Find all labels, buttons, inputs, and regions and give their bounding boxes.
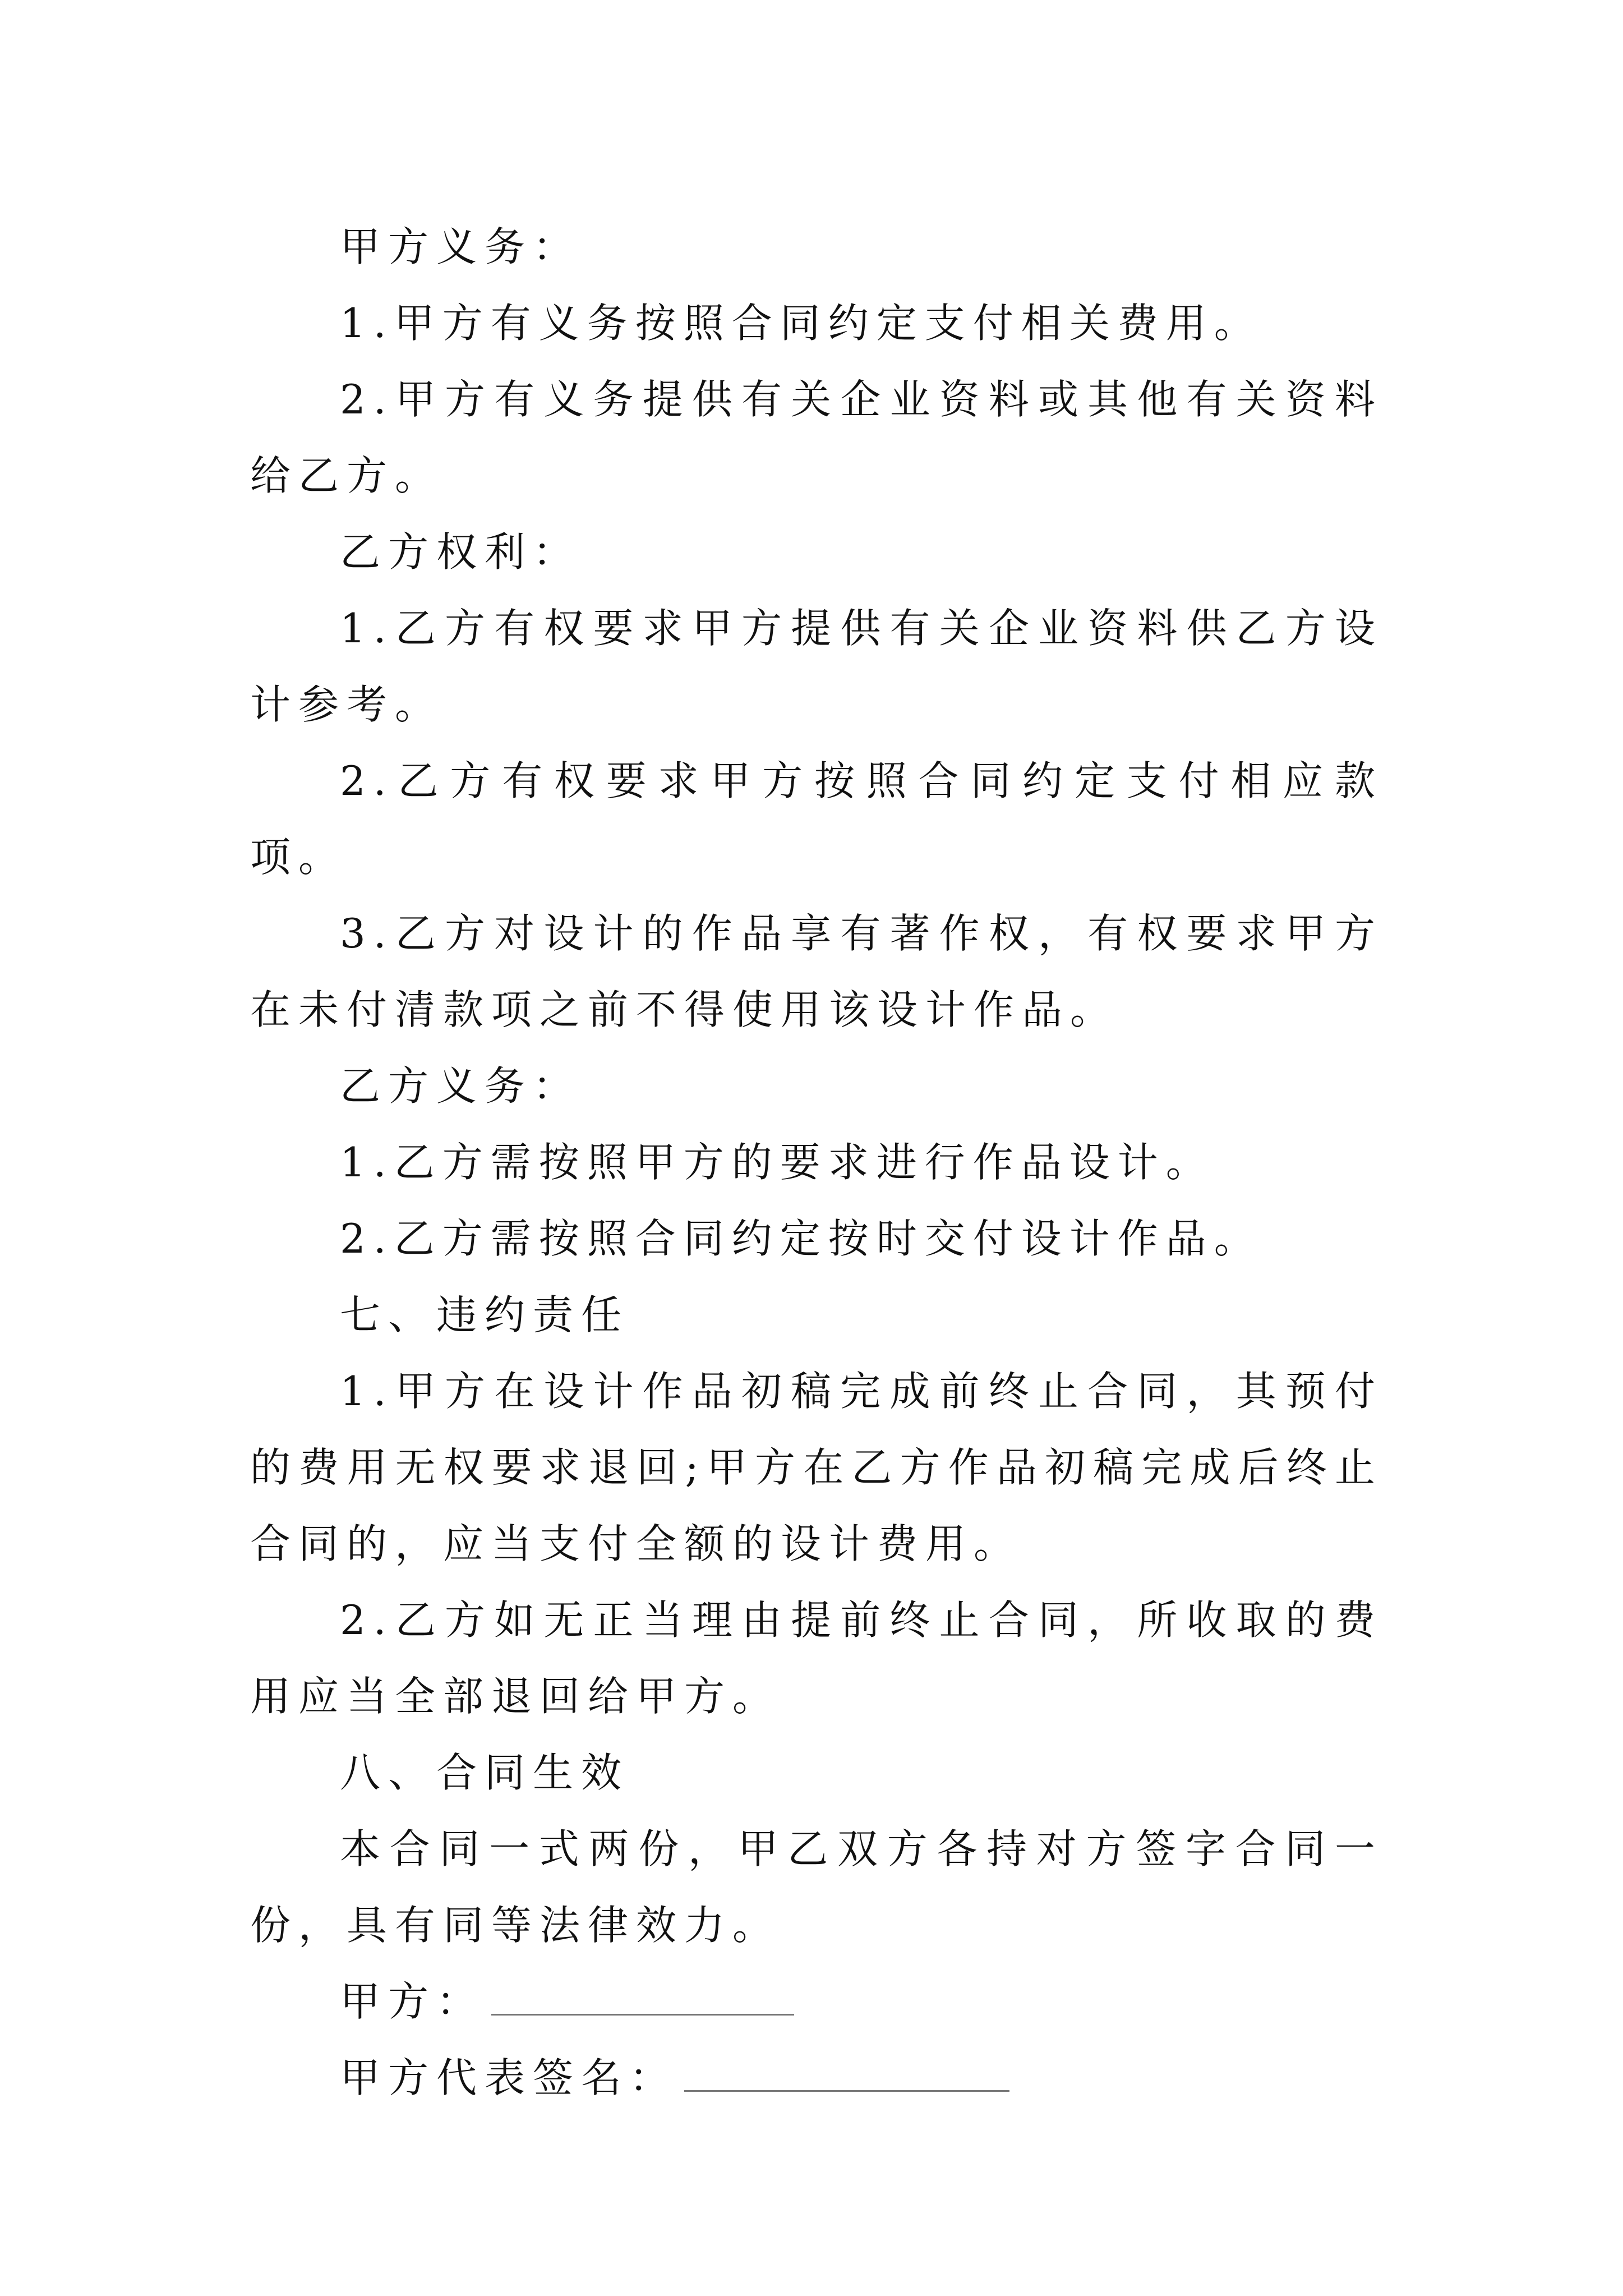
party-a-label: 甲方： bbox=[340, 1978, 485, 2025]
party-b-obligation-1: 1.乙方需按照甲方的要求进行作品设计。 bbox=[340, 1139, 1214, 1186]
heading-party-b-obligations: 乙方义务： bbox=[340, 1062, 582, 1110]
heading-party-a-obligations: 甲方义务： bbox=[340, 223, 582, 270]
section-heading-breach-liability: 七、违约责任 bbox=[340, 1291, 630, 1338]
party-b-right-3: 3.乙方对设计的作品享有著作权，有权要求甲方在未付清款项之前不得使用该设计作品。 bbox=[250, 910, 1383, 1033]
party-a-rep-label: 甲方代表签名： bbox=[340, 2054, 678, 2101]
party-b-right-1: 1.乙方有权要求甲方提供有关企业资料供乙方设计参考。 bbox=[250, 605, 1383, 728]
breach-clause-2: 2.乙方如无正当理由提前终止合同，所收取的费用应当全部退回给甲方。 bbox=[250, 1596, 1383, 1720]
section-heading-contract-effect: 八、合同生效 bbox=[340, 1749, 630, 1796]
party-a-blank bbox=[491, 1982, 794, 2016]
party-a-rep-blank bbox=[684, 2059, 1009, 2092]
contract-body bbox=[250, 209, 1383, 2116]
party-a-obligation-2: 2.甲方有义务提供有关企业资料或其他有关资料给乙方。 bbox=[250, 376, 1383, 499]
party-a-signature-line bbox=[250, 1963, 1383, 2040]
party-b-right-2: 2.乙方有权要求甲方按照合同约定支付相应款项。 bbox=[250, 757, 1383, 881]
party-a-obligation-1: 1.甲方有义务按照合同约定支付相关费用。 bbox=[340, 300, 1262, 347]
party-a-rep-signature-line bbox=[250, 2040, 1383, 2116]
contract-effect-clause: 本合同一式两份，甲乙双方各持对方签字合同一份，具有同等法律效力。 bbox=[250, 1825, 1383, 1949]
party-b-obligation-2: 2.乙方需按照合同约定按时交付设计作品。 bbox=[340, 1215, 1262, 1262]
breach-clause-1: 1.甲方在设计作品初稿完成前终止合同，其预付的费用无权要求退回;甲方在乙方作品初稿完成后终止合同的，应当支付全额的设计费用。 bbox=[250, 1368, 1383, 1567]
heading-party-b-rights: 乙方权利： bbox=[340, 528, 582, 576]
